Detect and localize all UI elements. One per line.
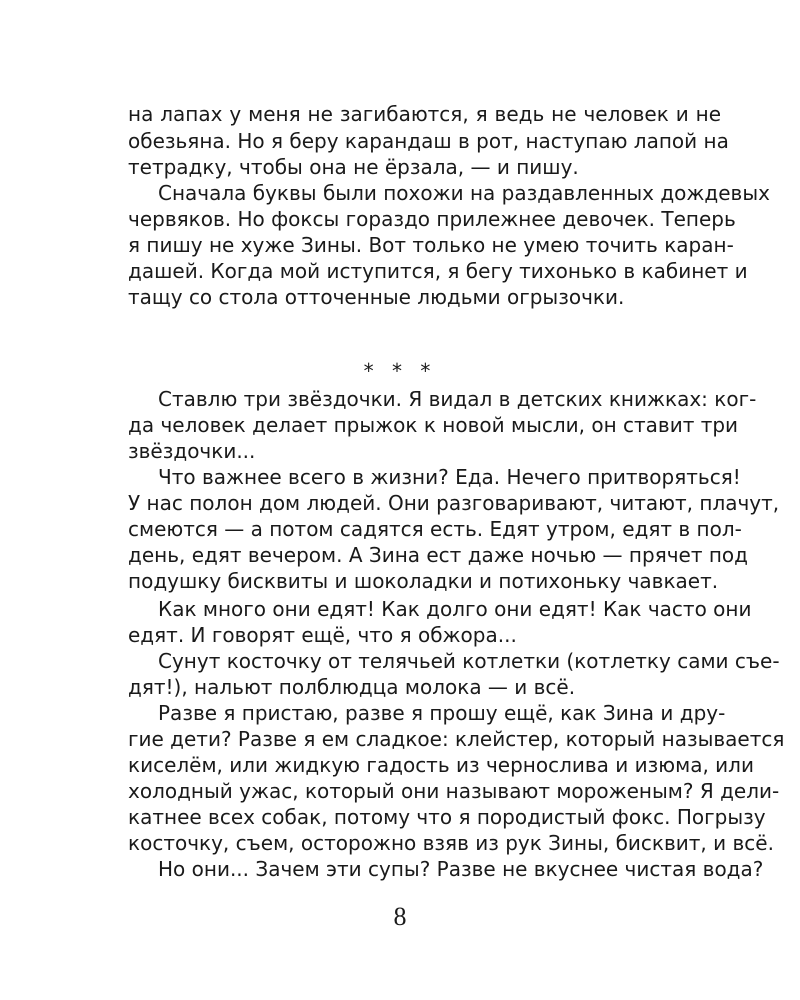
text-line: киселём, или жидкую гадость из чернослива и изюма, или xyxy=(128,753,754,777)
section-separator: * * * xyxy=(363,359,437,383)
text-line: смеются — а потом садятся есть. Едят утром, едят в пол- xyxy=(128,517,742,541)
text-line: гие дети? Разве я ем сладкое: клейстер, который называется xyxy=(128,727,785,751)
text-line: тетрадку, чтобы она не ёрзала, — и пишу. xyxy=(128,155,579,179)
text-line: звёздочки... xyxy=(128,439,256,463)
text-line: Сунут косточку от телячьей котлетки (котлетку сами съе- xyxy=(158,649,780,673)
text-line: на лапах у меня не загибаются, я ведь не человек и не xyxy=(128,102,721,126)
text-line: едят. И говорят ещё, что я обжора... xyxy=(128,623,517,647)
text-line: дят!), нальют полблюдца молока — и всё. xyxy=(128,675,576,699)
text-line: Как много они едят! Как долго они едят! Как часто они xyxy=(158,597,752,621)
text-line: косточку, съем, осторожно взяв из рук Зины, бисквит, и всё. xyxy=(128,831,774,855)
text-line: Ставлю три звёздочки. Я видал в детских книжках: ког- xyxy=(158,387,757,411)
text-line: холодный ужас, который они называют мороженым? Я дели- xyxy=(128,779,780,803)
text-line: Разве я пристаю, разве я прошу ещё, как Зина и дру- xyxy=(158,701,726,725)
page-number: 8 xyxy=(393,902,407,931)
text-line: Что важнее всего в жизни? Еда. Нечего притворяться! xyxy=(158,465,741,489)
text-line: Но они... Зачем эти супы? Разве не вкуснее чистая вода? xyxy=(158,857,764,881)
text-line: да человек делает прыжок к новой мысли, он ставит три xyxy=(128,413,739,437)
text-line: Сначала буквы были похожи на раздавленных дождевых xyxy=(158,181,770,205)
text-line: У нас полон дом людей. Они разговаривают, читают, плачут, xyxy=(128,491,780,515)
text-line: червяков. Но фоксы гораздо прилежнее девочек. Теперь xyxy=(128,207,736,231)
text-line: дашей. Когда мой иступится, я бегу тихонько в кабинет и xyxy=(128,259,748,283)
text-line: день, едят вечером. А Зина ест даже ночью — прячет под xyxy=(128,543,748,567)
text-line: обезьяна. Но я беру карандаш в рот, наступаю лапой на xyxy=(128,129,729,153)
text-line: подушку бисквиты и шоколадки и потихоньку чавкает. xyxy=(128,569,719,593)
text-line: тащу со стола отточенные людьми огрызочки. xyxy=(128,285,625,309)
text-line: я пишу не хуже Зины. Вот только не умею точить каран- xyxy=(128,233,734,257)
text-line: катнее всех собак, потому что я породистый фокс. Погрызу xyxy=(128,805,766,829)
